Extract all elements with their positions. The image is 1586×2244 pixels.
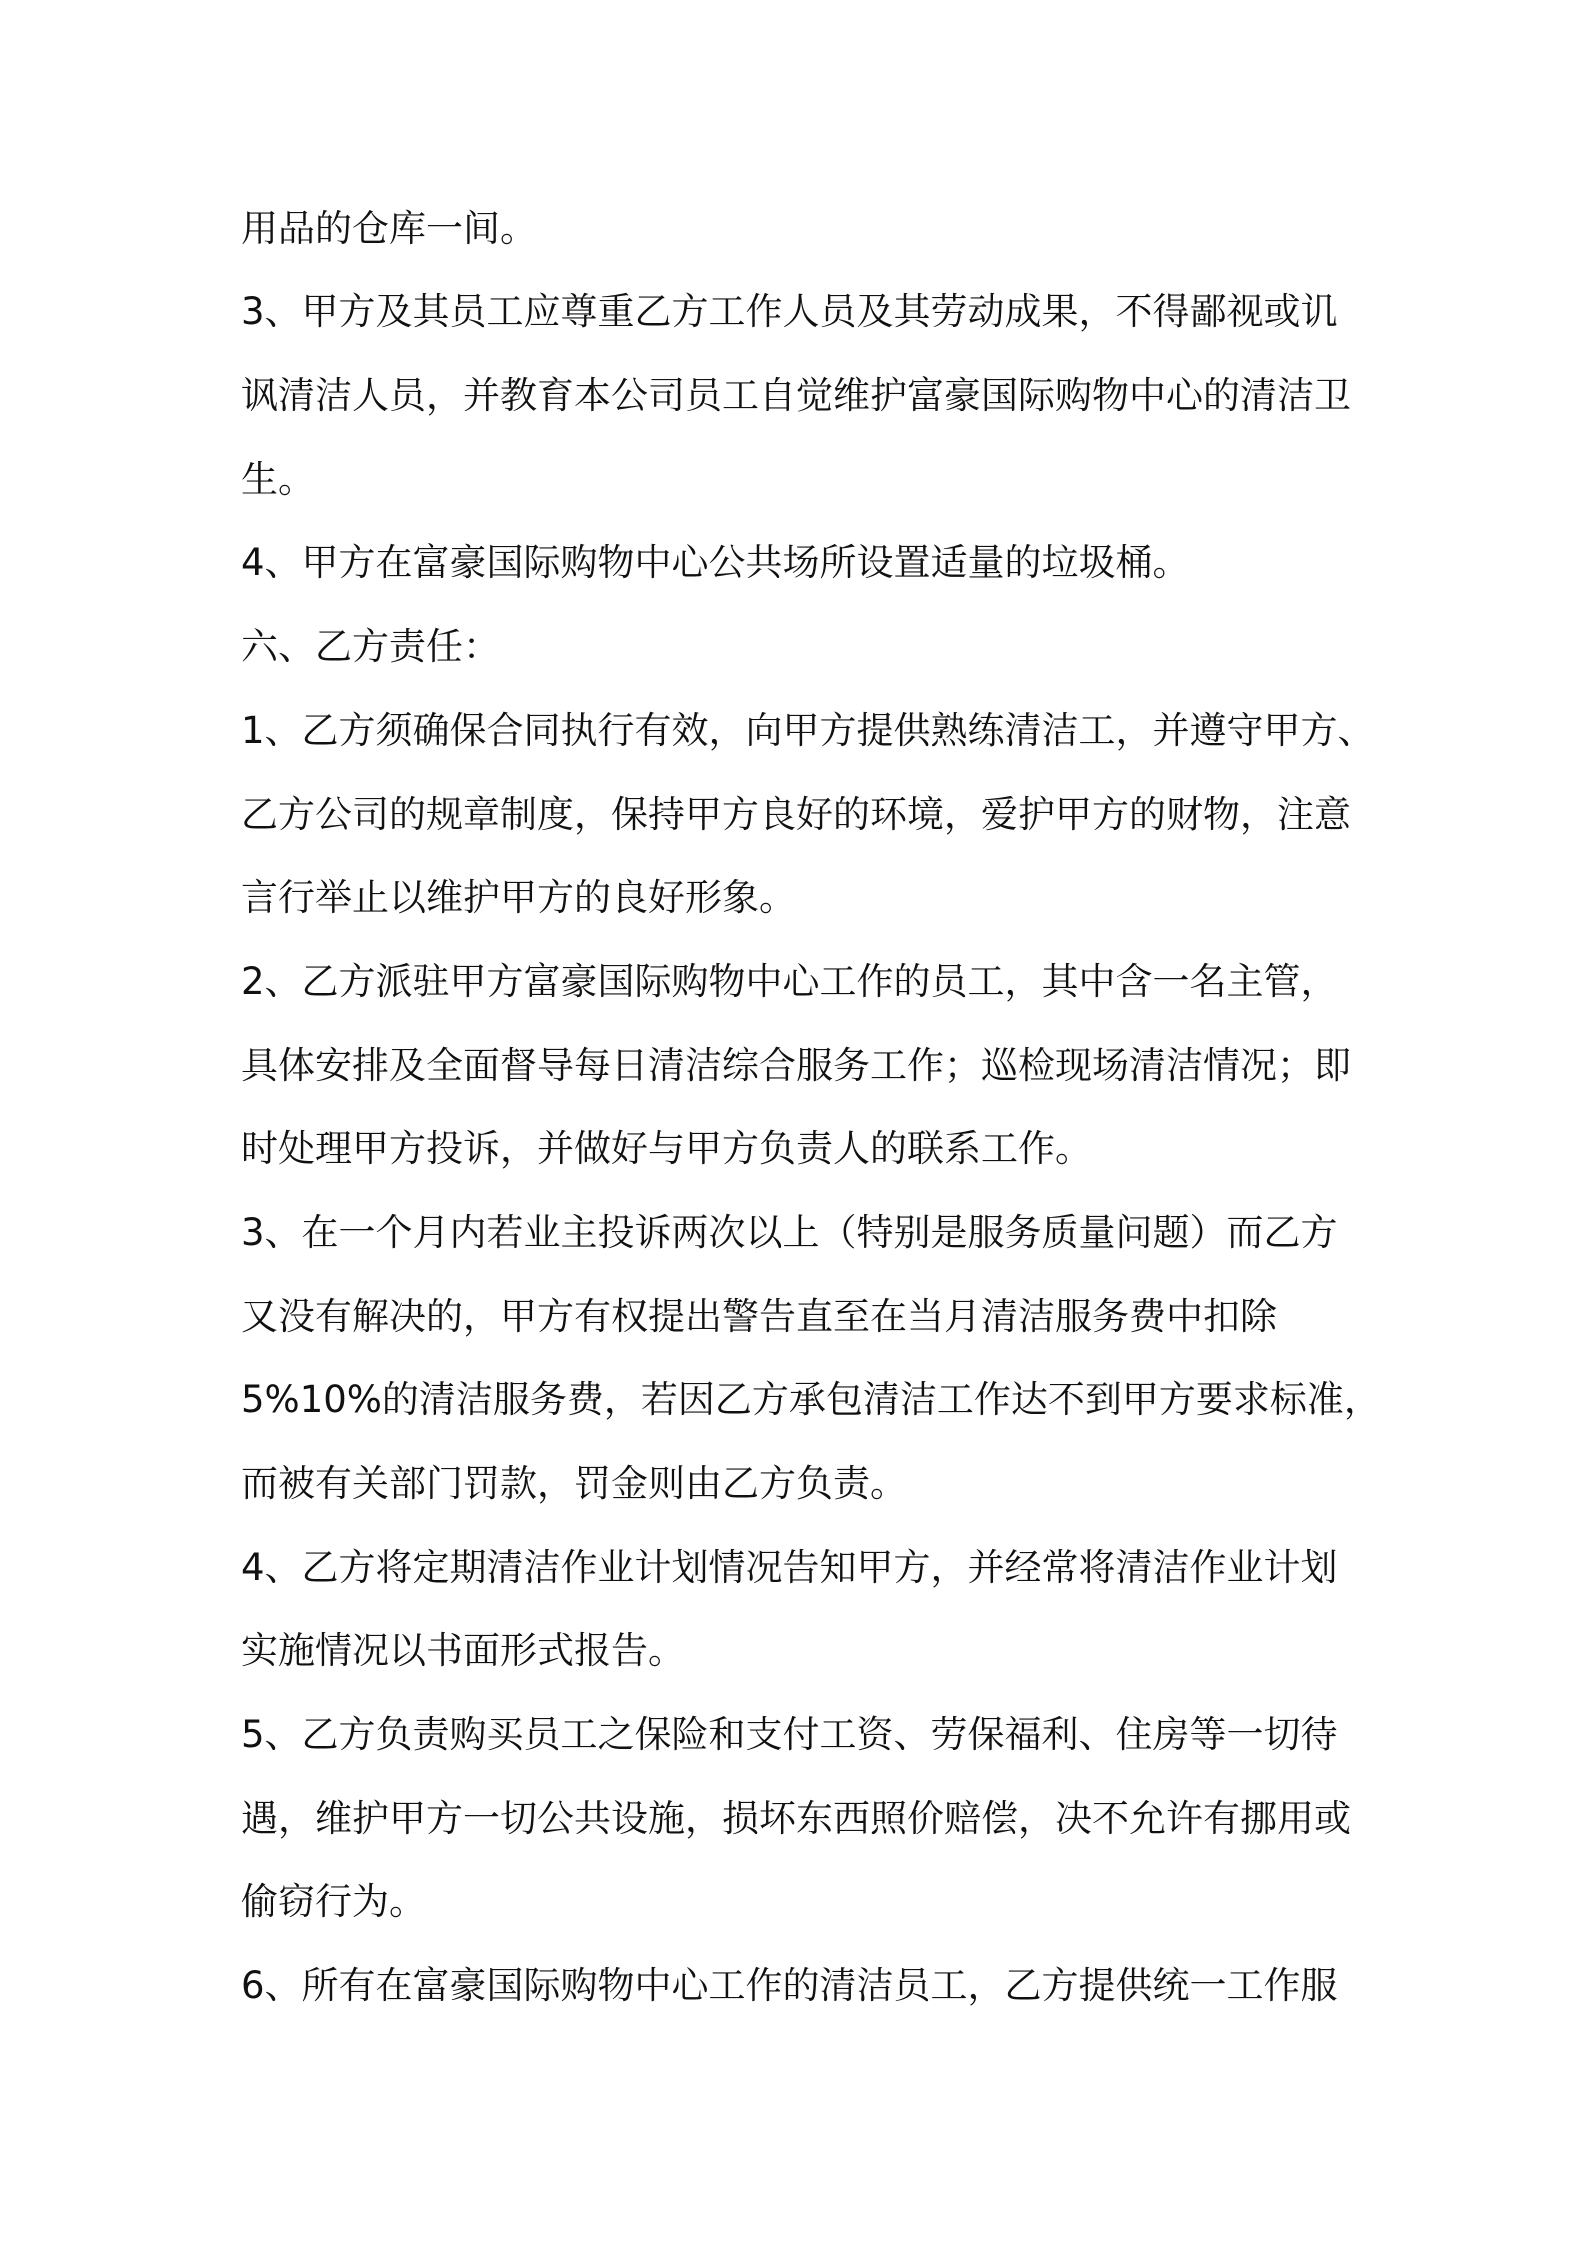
text-line: 3、在一个月内若业主投诉两次以上（特别是服务质量问题）而乙方 — [241, 1211, 1338, 1254]
text-line: 4、乙方将定期清洁作业计划情况告知甲方，并经常将清洁作业计划 — [241, 1546, 1338, 1589]
text-line: 具体安排及全面督导每日清洁综合服务工作；巡检现场清洁情况；即 — [241, 1044, 1351, 1087]
text-line: 乙方公司的规章制度，保持甲方良好的环境，爱护甲方的财物，注意 — [241, 793, 1351, 836]
text-line: 5%10%的清洁服务费，若因乙方承包清洁工作达不到甲方要求标准， — [241, 1378, 1381, 1421]
text-line: 1、乙方须确保合同执行有效，向甲方提供熟练清洁工，并遵守甲方、 — [241, 709, 1375, 752]
text-line: 而被有关部门罚款，罚金则由乙方负责。 — [241, 1462, 907, 1505]
section-heading: 六、乙方责任： — [241, 625, 500, 668]
text-line: 时处理甲方投诉，并做好与甲方负责人的联系工作。 — [241, 1127, 1092, 1170]
text-line: 言行举止以维护甲方的良好形象。 — [241, 876, 796, 919]
text-line: 遇，维护甲方一切公共设施，损坏东西照价赔偿，决不允许有挪用或 — [241, 1797, 1351, 1840]
text-line: 生。 — [241, 458, 315, 501]
text-line: 实施情况以书面形式报告。 — [241, 1629, 685, 1672]
text-line: 6、所有在富豪国际购物中心工作的清洁员工，乙方提供统一工作服 — [241, 1964, 1338, 2007]
text-line: 讽清洁人员，并教育本公司员工自觉维护富豪国际购物中心的清洁卫 — [241, 374, 1351, 417]
text-line: 4、甲方在富豪国际购物中心公共场所设置适量的垃圾桶。 — [241, 541, 1190, 584]
text-line: 5、乙方负责购买员工之保险和支付工资、劳保福利、住房等一切待 — [241, 1713, 1338, 1756]
text-line: 又没有解决的，甲方有权提出警告直至在当月清洁服务费中扣除 — [241, 1295, 1277, 1338]
text-line: 偷窃行为。 — [241, 1880, 426, 1923]
text-line: 3、甲方及其员工应尊重乙方工作人员及其劳动成果，不得鄙视或讥 — [241, 290, 1338, 333]
text-line: 用品的仓库一间。 — [241, 207, 537, 250]
text-line: 2、乙方派驻甲方富豪国际购物中心工作的员工，其中含一名主管， — [241, 960, 1338, 1003]
